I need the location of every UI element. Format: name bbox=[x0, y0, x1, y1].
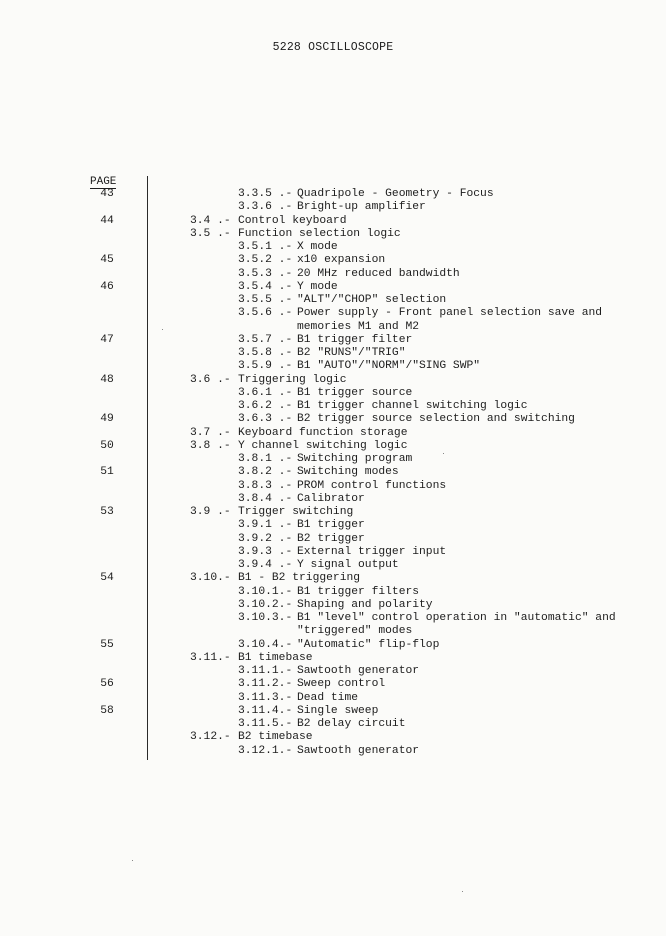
toc-section-title: Triggering logic bbox=[238, 373, 347, 386]
toc-section-title: B1 - B2 triggering bbox=[238, 572, 361, 585]
toc-entry bbox=[0, 692, 666, 705]
scan-speck bbox=[443, 453, 444, 454]
toc-section-title: B1 timebase bbox=[238, 651, 313, 664]
toc-section-title: "ALT"/"CHOP" selection bbox=[297, 294, 447, 306]
toc-section-number: 3.6.1 .- bbox=[238, 386, 293, 399]
toc-entry bbox=[0, 559, 666, 572]
toc-page-number: 45 bbox=[100, 254, 114, 267]
toc-section-title: B2 trigger source selection and switching bbox=[297, 413, 575, 426]
toc-section-number: 3.6.2 .- bbox=[238, 400, 293, 412]
scan-speck bbox=[462, 891, 463, 892]
toc-section-number: 3.10.1.- bbox=[238, 585, 293, 598]
toc-section-number: 3.8.1 .- bbox=[238, 453, 293, 465]
toc-page-number: 49 bbox=[100, 413, 114, 426]
toc-section-title: Sawtooth generator bbox=[297, 665, 420, 677]
toc-entry bbox=[0, 599, 666, 612]
toc-section-title: B1 trigger source bbox=[297, 386, 413, 399]
toc-section-title: Dead time bbox=[297, 691, 359, 704]
toc-section-number: 3.12.- bbox=[190, 731, 231, 744]
toc-section-number: 3.11.2.- bbox=[238, 678, 293, 691]
toc-section-title: Keyboard function storage bbox=[238, 426, 408, 439]
toc-section-number: 3.11.4.- bbox=[238, 704, 293, 717]
toc-page-number: 51 bbox=[100, 466, 114, 479]
toc-entry bbox=[0, 533, 666, 546]
toc-page-number: 58 bbox=[100, 704, 114, 717]
toc-section-title: 20 MHz reduced bandwidth bbox=[297, 267, 460, 280]
toc-section-title: Sweep control bbox=[297, 678, 386, 691]
toc-page-number: 56 bbox=[100, 678, 114, 691]
toc-entry bbox=[0, 652, 666, 665]
toc-section-number: 3.5.1 .- bbox=[238, 241, 293, 253]
toc-section-number: 3.5.5 .- bbox=[238, 294, 293, 306]
toc-section-title: Shaping and polarity bbox=[297, 598, 433, 611]
toc-entry bbox=[0, 612, 666, 625]
toc-section-title: B2 timebase bbox=[238, 731, 313, 744]
toc-entry bbox=[0, 665, 666, 678]
toc-page-number: 54 bbox=[100, 572, 114, 585]
toc-section-number: 3.9.3 .- bbox=[238, 545, 293, 558]
toc-section-number: 3.5 .- bbox=[190, 227, 231, 240]
toc-section-number: 3.11.3.- bbox=[238, 691, 293, 704]
toc-section-number: 3.9.1 .- bbox=[238, 519, 293, 532]
toc-page-number: 44 bbox=[100, 214, 114, 227]
scan-speck bbox=[162, 329, 163, 330]
toc-section-title: Y signal output bbox=[297, 559, 399, 571]
toc-section-title: Sawtooth generator bbox=[297, 744, 420, 757]
toc-section-number: 3.5.2 .- bbox=[238, 254, 293, 267]
toc-section-title: B2 trigger bbox=[297, 532, 365, 545]
toc-page-number: 48 bbox=[100, 373, 114, 386]
scan-speck bbox=[132, 860, 133, 861]
toc-entry bbox=[0, 546, 666, 559]
toc-section-number: 3.12.1.- bbox=[238, 744, 293, 757]
toc-page-number: 47 bbox=[100, 333, 114, 346]
toc-entry bbox=[0, 294, 666, 307]
page-column-label: PAGE bbox=[90, 176, 117, 188]
toc-entry bbox=[0, 519, 666, 532]
toc-entry bbox=[0, 625, 666, 638]
toc-section-title: Quadripole - Geometry - Focus bbox=[297, 188, 494, 200]
toc-section-title: Switching modes bbox=[297, 466, 399, 479]
toc-entry bbox=[0, 215, 666, 228]
toc-section-number: 3.9 .- bbox=[190, 506, 231, 518]
toc-entry bbox=[0, 718, 666, 731]
toc-entry bbox=[0, 347, 666, 360]
toc-section-number: 3.5.7 .- bbox=[238, 333, 293, 346]
toc-page-number: 46 bbox=[100, 280, 114, 293]
toc-section-number: 3.4 .- bbox=[190, 214, 231, 227]
toc-entry bbox=[0, 705, 666, 718]
toc-entry bbox=[0, 228, 666, 241]
toc-section-title: B2 "RUNS"/"TRIG" bbox=[297, 347, 406, 359]
toc-section-title: B1 "AUTO"/"NORM"/"SING SWP" bbox=[297, 360, 481, 373]
toc-section-title: External trigger input bbox=[297, 545, 447, 558]
toc-section-number: 3.8 .- bbox=[190, 439, 231, 452]
toc-section-number: 3.6 .- bbox=[190, 373, 231, 386]
toc-page-number: 55 bbox=[100, 638, 114, 651]
toc-page-number: 50 bbox=[100, 439, 114, 452]
toc-entry bbox=[0, 307, 666, 320]
toc-section-number: 3.11.- bbox=[190, 651, 231, 664]
toc-section-title: "triggered" modes bbox=[297, 625, 413, 638]
toc-section-number: 3.3.5 .- bbox=[238, 188, 293, 200]
toc-section-number: 3.10.2.- bbox=[238, 598, 293, 611]
toc-section-number: 3.10.4.- bbox=[238, 638, 293, 651]
page-title: 5228 OSCILLOSCOPE bbox=[272, 41, 394, 54]
toc-section-number: 3.6.3 .- bbox=[238, 413, 293, 426]
toc-section-title: x10 expansion bbox=[297, 254, 386, 267]
toc-section-title: B1 trigger filter bbox=[297, 333, 413, 346]
toc-entry bbox=[0, 586, 666, 599]
toc-section-number: 3.3.6 .- bbox=[238, 201, 293, 214]
toc-entry bbox=[0, 241, 666, 254]
toc-section-title: PROM control functions bbox=[297, 479, 447, 492]
toc-section-title: Bright-up amplifier bbox=[297, 201, 426, 214]
toc-entry bbox=[0, 427, 666, 440]
toc-entry bbox=[0, 334, 666, 347]
toc-entry bbox=[0, 453, 666, 466]
toc-entry bbox=[0, 572, 666, 585]
toc-entry bbox=[0, 281, 666, 294]
toc-section-number: 3.10.- bbox=[190, 572, 231, 585]
toc-section-number: 3.8.3 .- bbox=[238, 479, 293, 492]
toc-section-title: B1 trigger bbox=[297, 519, 365, 532]
toc-entry bbox=[0, 440, 666, 453]
toc-entry bbox=[0, 374, 666, 387]
toc-entry bbox=[0, 201, 666, 214]
toc-entry bbox=[0, 321, 666, 334]
toc-section-number: 3.5.9 .- bbox=[238, 360, 293, 373]
column-divider bbox=[147, 176, 148, 188]
toc-section-number: 3.10.3.- bbox=[238, 612, 293, 624]
toc-entry bbox=[0, 268, 666, 281]
toc-section-title: Switching program bbox=[297, 453, 413, 465]
toc-section-number: 3.9.2 .- bbox=[238, 532, 293, 545]
toc-page-number: 53 bbox=[100, 506, 114, 518]
toc-entry bbox=[0, 506, 666, 519]
toc-entry bbox=[0, 188, 666, 201]
toc-section-number: 3.5.8 .- bbox=[238, 347, 293, 359]
toc-section-number: 3.8.2 .- bbox=[238, 466, 293, 479]
toc-section-title: Calibrator bbox=[297, 492, 365, 505]
toc-section-number: 3.5.6 .- bbox=[238, 307, 293, 320]
toc-section-number: 3.11.5.- bbox=[238, 718, 293, 730]
toc-entry bbox=[0, 639, 666, 652]
toc-entry bbox=[0, 413, 666, 426]
table-of-contents bbox=[0, 188, 666, 758]
toc-section-number: 3.8.4 .- bbox=[238, 492, 293, 505]
toc-section-number: 3.11.1.- bbox=[238, 665, 293, 677]
toc-section-title: B1 trigger channel switching logic bbox=[297, 400, 528, 412]
toc-section-title: Function selection logic bbox=[238, 227, 401, 240]
toc-section-title: Y channel switching logic bbox=[238, 439, 408, 452]
toc-section-title: Trigger switching bbox=[238, 506, 354, 518]
toc-section-title: "Automatic" flip-flop bbox=[297, 638, 440, 651]
toc-entry bbox=[0, 387, 666, 400]
toc-entry bbox=[0, 254, 666, 267]
toc-entry bbox=[0, 400, 666, 413]
toc-section-title: memories M1 and M2 bbox=[297, 320, 420, 333]
toc-entry bbox=[0, 678, 666, 691]
toc-section-number: 3.5.4 .- bbox=[238, 280, 293, 293]
toc-entry bbox=[0, 480, 666, 493]
toc-entry bbox=[0, 731, 666, 744]
toc-section-title: X mode bbox=[297, 241, 338, 253]
toc-page-number: 43 bbox=[100, 188, 114, 200]
toc-section-title: B1 "level" control operation in "automatic" and bbox=[297, 612, 616, 624]
toc-section-title: Y mode bbox=[297, 280, 338, 293]
toc-section-number: 3.7 .- bbox=[190, 426, 231, 439]
toc-entry bbox=[0, 493, 666, 506]
toc-section-title: B1 trigger filters bbox=[297, 585, 420, 598]
toc-section-title: Control keyboard bbox=[238, 214, 347, 227]
toc-section-number: 3.5.3 .- bbox=[238, 267, 293, 280]
toc-section-title: B2 delay circuit bbox=[297, 718, 406, 730]
toc-section-title: Single sweep bbox=[297, 704, 379, 717]
toc-entry bbox=[0, 466, 666, 479]
toc-section-number: 3.9.4 .- bbox=[238, 559, 293, 571]
toc-section-title: Power supply - Front panel selection save and bbox=[297, 307, 603, 320]
toc-entry bbox=[0, 745, 666, 758]
toc-entry bbox=[0, 360, 666, 373]
